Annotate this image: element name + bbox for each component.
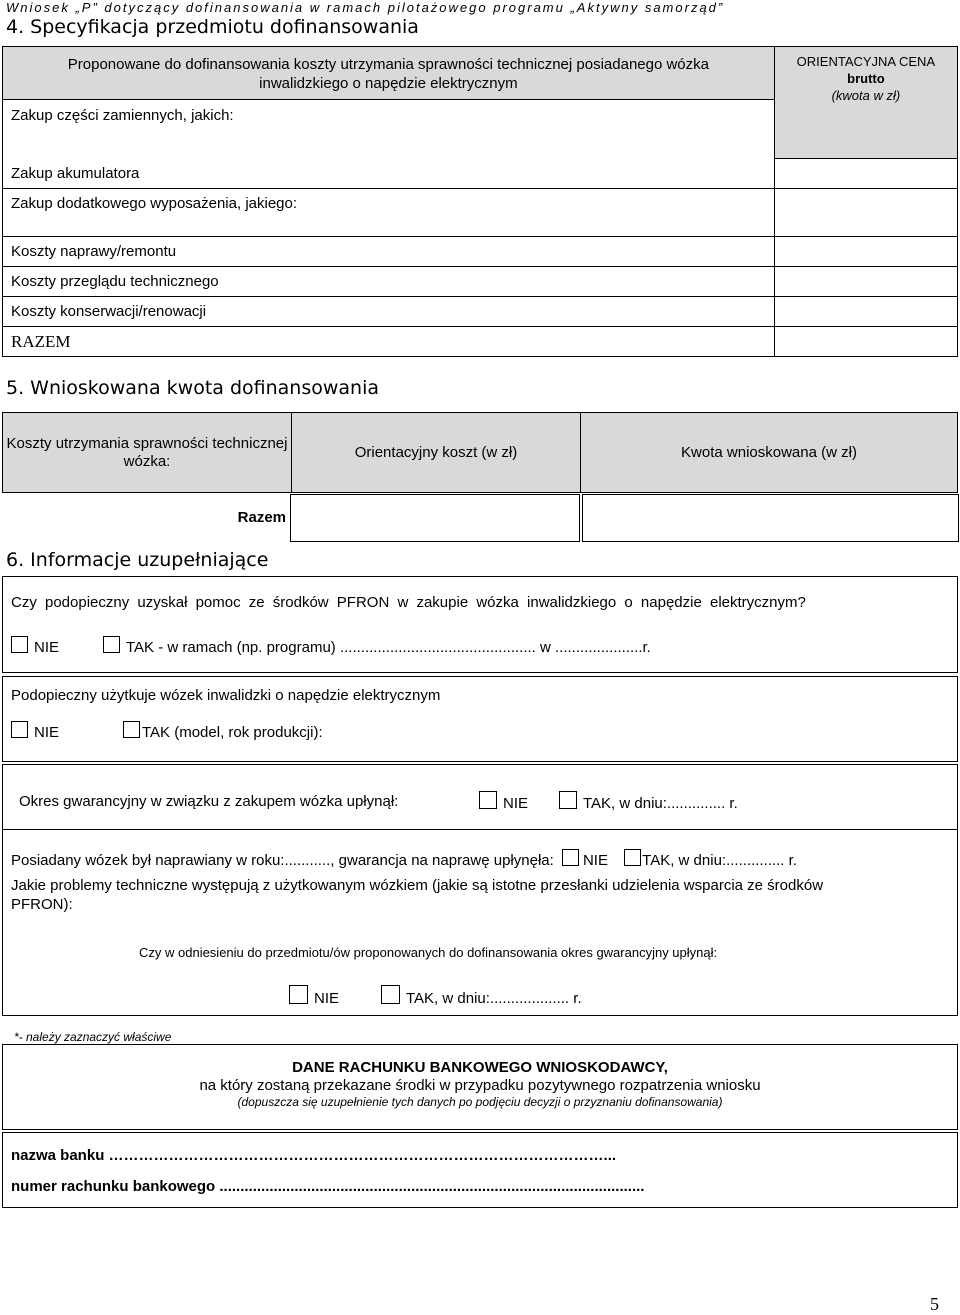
razem-cost-field[interactable] bbox=[290, 494, 580, 542]
battery-price[interactable] bbox=[774, 159, 957, 189]
items-warranty-yes-label: TAK, w dniu:................... r. bbox=[406, 990, 582, 1007]
repair-warranty-no-label: NIE bbox=[582, 852, 608, 869]
items-warranty-question: Czy w odniesieniu do przedmiotu/ów proponowanych do dofinansowania okres gwarancyjny upłynął: bbox=[139, 945, 718, 960]
price-header-cell bbox=[774, 47, 957, 159]
bank-title: DANE RACHUNKU BANKOWEGO WNIOSKODAWCY, bbox=[292, 1059, 668, 1076]
bank-note: (dopuszcza się uzupełnienie tych danych po podjęciu decyzji o przyznaniu dofinansowania) bbox=[237, 1095, 723, 1109]
pfron-help-no-checkbox[interactable] bbox=[11, 636, 28, 653]
warranty-question: Okres gwarancyjny w związku z zakupem wózka upłynął: bbox=[19, 793, 399, 810]
repair-price[interactable] bbox=[774, 237, 957, 267]
equipment-price[interactable] bbox=[774, 189, 957, 237]
pfron-help-question: Czy podopieczny uzyskał pomoc ze środków PFRON w zakupie wózka inwalidzkiego o napędzie elektrycznym? bbox=[11, 594, 806, 611]
wheelchair-use-question: Podopieczny użytkuje wózek inwalidzki o napędzie elektrycznym bbox=[11, 687, 441, 704]
wheelchair-use-yes-label: TAK (model, rok produkcji): bbox=[142, 724, 323, 741]
section-4-title: 4. Specyfikacja przedmiotu dofinansowania bbox=[6, 16, 419, 38]
price-header-3: (kwota w zł) bbox=[831, 88, 901, 103]
inspection-label: Koszty przeglądu technicznego bbox=[11, 273, 219, 290]
razem-label: Razem bbox=[237, 509, 286, 526]
pfron-help-no-label: NIE bbox=[34, 639, 60, 656]
costs-header: Koszty utrzymania sprawności technicznej wózka: bbox=[3, 413, 292, 493]
bank-header-box bbox=[2, 1044, 958, 1130]
battery-label: Zakup akumulatora bbox=[11, 165, 140, 182]
total-label: RAZEM bbox=[11, 332, 71, 351]
equipment-row[interactable] bbox=[3, 189, 775, 237]
repair-warranty-yes-label: TAK, w dniu:.............. r. bbox=[642, 852, 797, 869]
cost-estimate-header: Orientacyjny koszt (w zł) bbox=[292, 413, 581, 493]
spec-header-cell bbox=[3, 47, 775, 159]
items-warranty-no-label: NIE bbox=[314, 990, 340, 1007]
divider bbox=[3, 829, 957, 830]
repair-row[interactable] bbox=[3, 237, 775, 267]
warranty-no-checkbox[interactable] bbox=[479, 791, 497, 809]
wheelchair-use-no-checkbox[interactable] bbox=[11, 721, 28, 738]
problems-question: Jakie problemy techniczne występują z użytkowanym wózkiem (jakie są istotne przesłanki udzielenia wsparcia ze środków PFRON): bbox=[11, 877, 824, 913]
account-number-field[interactable]: numer rachunku bankowego ...................................................................................................... bbox=[11, 1178, 645, 1195]
wheelchair-use-box bbox=[2, 676, 958, 762]
repair-warranty-no-checkbox[interactable] bbox=[562, 849, 579, 866]
repair-label: Koszty naprawy/remontu bbox=[11, 243, 177, 260]
maintenance-price[interactable] bbox=[774, 297, 957, 327]
battery-row[interactable] bbox=[3, 159, 775, 189]
warranty-box bbox=[2, 764, 958, 1016]
section-6-title: 6. Informacje uzupełniające bbox=[6, 549, 269, 571]
page-number: 5 bbox=[930, 1294, 939, 1314]
spare-parts-label: Zakup części zamiennych, jakich: bbox=[11, 107, 234, 124]
items-warranty-no-checkbox[interactable] bbox=[289, 985, 308, 1004]
maintenance-row[interactable] bbox=[3, 297, 775, 327]
pfron-help-yes-checkbox[interactable] bbox=[103, 636, 120, 653]
pfron-help-box bbox=[2, 576, 958, 673]
razem-requested-field[interactable] bbox=[582, 494, 959, 542]
bank-details-box bbox=[2, 1132, 958, 1208]
wheelchair-use-no-label: NIE bbox=[34, 724, 60, 741]
section-5-title: 5. Wnioskowana kwota dofinansowania bbox=[6, 377, 380, 399]
equipment-label: Zakup dodatkowego wyposażenia, jakiego: bbox=[11, 195, 298, 212]
requested-amount-table bbox=[2, 412, 958, 493]
warranty-yes-checkbox[interactable] bbox=[559, 791, 577, 809]
razem-label-cell bbox=[2, 494, 290, 540]
repair-year-question: Posiadany wózek był naprawiany w roku:..........., gwarancja na naprawę upłynęła: bbox=[11, 852, 554, 869]
bank-name-field[interactable]: nazwa banku ………………………………………………………………………………………... bbox=[11, 1147, 617, 1164]
warranty-no-label: NIE bbox=[503, 795, 529, 812]
price-header-1: ORIENTACYJNA CENA bbox=[796, 54, 936, 69]
maintenance-label: Koszty konserwacji/renowacji bbox=[11, 303, 207, 320]
total-price[interactable] bbox=[774, 327, 957, 357]
pfron-help-yes-label: TAK - w ramach (np. programu) ............................................... w .....................r. bbox=[126, 639, 651, 656]
spec-header-text: Proponowane do dofinansowania koszty utrzymania sprawności technicznej posiadanego wózka inwalidzkiego o napędzie elektrycznym bbox=[67, 56, 709, 92]
requested-amount-header: Kwota wnioskowana (w zł) bbox=[581, 413, 958, 493]
spare-parts-row[interactable] bbox=[3, 99, 774, 159]
inspection-row[interactable] bbox=[3, 267, 775, 297]
bank-subtitle: na który zostaną przekazane środki w przypadku pozytywnego rozpatrzenia wniosku bbox=[199, 1077, 761, 1094]
price-header-2: brutto bbox=[847, 71, 885, 86]
footnote: *- należy zaznaczyć właściwe bbox=[14, 1030, 172, 1044]
total-row bbox=[3, 327, 775, 357]
repair-warranty-yes-checkbox[interactable] bbox=[624, 849, 641, 866]
inspection-price[interactable] bbox=[774, 267, 957, 297]
wheelchair-use-yes-checkbox[interactable] bbox=[123, 721, 140, 738]
specification-table bbox=[2, 46, 958, 357]
warranty-yes-label: TAK, w dniu:.............. r. bbox=[583, 795, 738, 812]
items-warranty-yes-checkbox[interactable] bbox=[381, 985, 400, 1004]
document-header: Wniosek „P” dotyczący dofinansowania w ramach pilotażowego programu „Aktywny samorząd” bbox=[6, 0, 725, 15]
